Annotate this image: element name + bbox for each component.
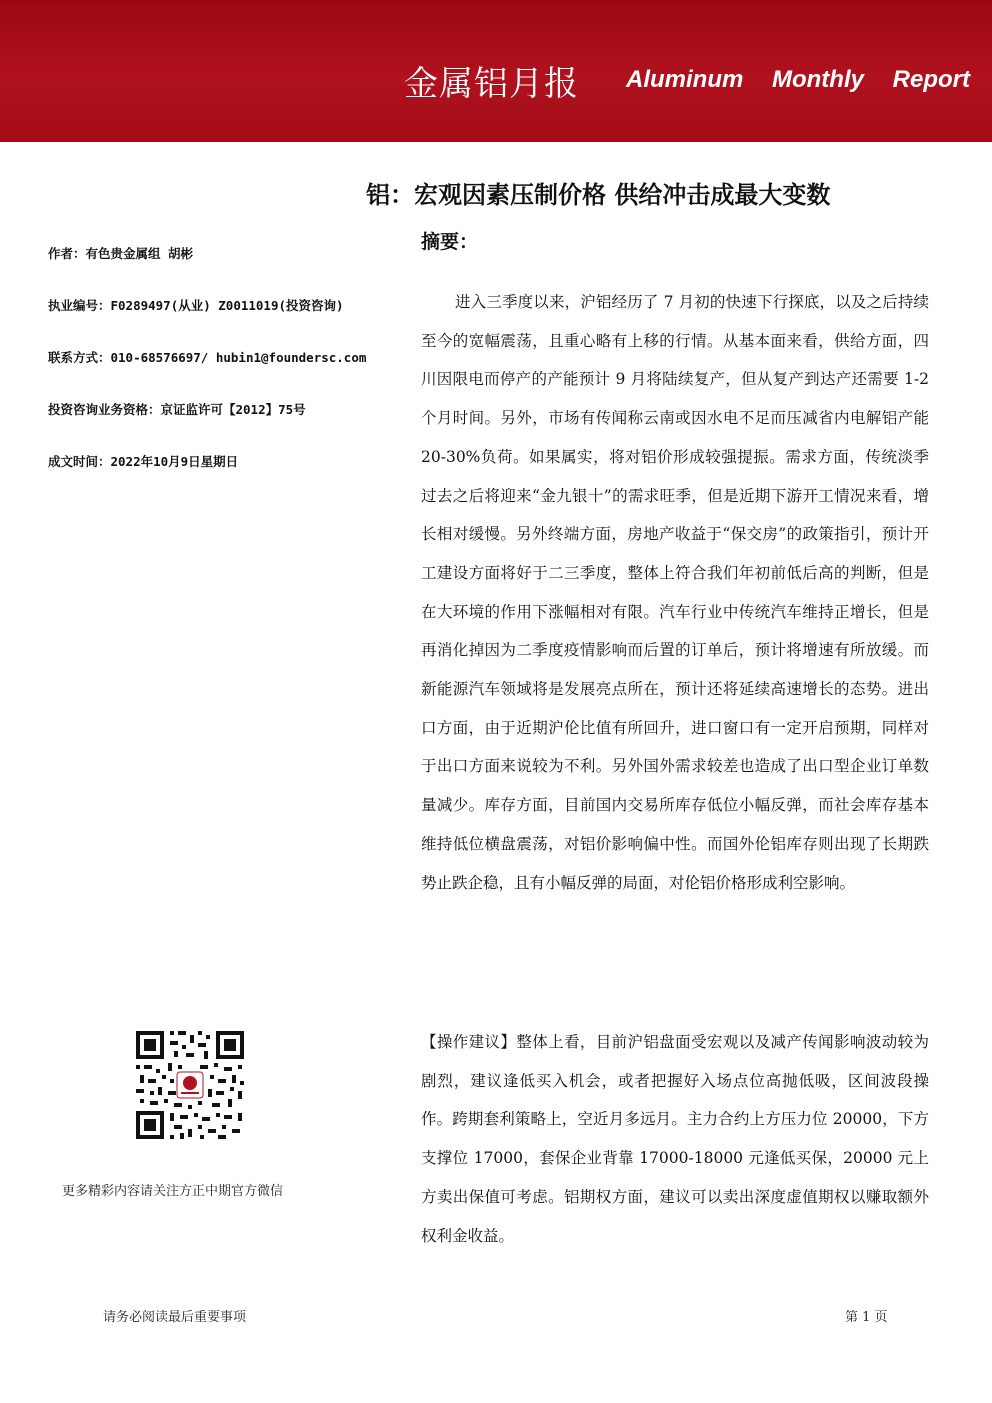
report-series-title-en: Aluminum Monthly Report [626,66,970,93]
date-line: 成文时间：2022年10月9日星期日 [48,454,239,469]
contact-line: 联系方式：010-68576697/ hubin1@foundersc.com [48,350,367,365]
operation-advice-paragraph: 【操作建议】整体上看，目前沪铝盘面受宏观以及减产传闻影响波动较为剧烈，建议逢低买入机会，或者把握好入场点位高抛低吸，区间波段操作。跨期套利策略上，空近月多远月。主力合约上方压力位 20000，下方支撑位 17000，套保企业背靠 17000-18000 元逢低买保，20000 元上方卖出保值可考虑。铝期权方面，建议可以卖出深度虚值期权以赚取额外权利金收益。 [421,1033,929,1245]
abstract-heading: 摘要： [421,231,479,253]
author-line: 作者：有色贵金属组 胡彬 [48,246,194,261]
report-series-title-cn: 金属铝月报 [404,64,579,104]
qualification-line: 投资咨询业务资格：京证监许可【2012】75号 [48,402,306,417]
abstract-paragraph: 进入三季度以来，沪铝经历了 7 月初的快速下行探底，以及之后持续至今的宽幅震荡，且重心略有上移的行情。从基本面来看，供给方面，四川因限电而停产的产能预计 9 月将陆续复产，但从复产到达产还需要 1-2 个月时间。另外，市场有传闻称云南或因水电不足而压减省内电解铝产能 20-30%负荷。如果属实，将对铝价形成较强提振。需求方面，传统淡季过去之后将迎来“金九银十”的需求旺季，但是近期下游开工情况来看，增长相对缓慢。另外终端方面，房地产收益于“保交房”的政策指引，预计开工建设方面将好于二三季度，整体上符合我们年初前低后高的判断，但是在大环境的作用下涨幅相对有限。汽车行业中传统汽车维持正增长，但是再消化掉因为二季度疫情影响而后置的订单后，预计将增速有所放缓。而新能源汽车领域将是发展亮点所在，预计还将延续高速增长的态势。进出口方面，由于近期沪伦比值有所回升，进口窗口有一定开启预期，同样对于出口方面来说较为不利。另外国外需求较差也造成了出口型企业订单数量减少。库存方面，目前国内交易所库存低位小幅反弹，而社会库存基本维持低位横盘震荡，对铝价影响偏中性。而国外伦铝库存则出现了长期跌势止跌企稳，且有小幅反弹的局面，对伦铝价格形成利空影响。 [421,293,929,892]
report-title: 铝：宏观因素压制价格 供给冲击成最大变数 [366,181,831,209]
page-number: 第 1 页 [845,1310,888,1325]
header-banner [0,0,992,142]
footer-notice: 请务必阅读最后重要事项 [103,1310,247,1325]
license-line: 执业编号：F0289497(从业) Z0011019(投资咨询) [48,298,344,313]
qr-caption: 更多精彩内容请关注方正中期官方微信 [62,1184,284,1199]
wechat-qr-code-icon [134,1029,246,1141]
author-info [48,244,388,504]
